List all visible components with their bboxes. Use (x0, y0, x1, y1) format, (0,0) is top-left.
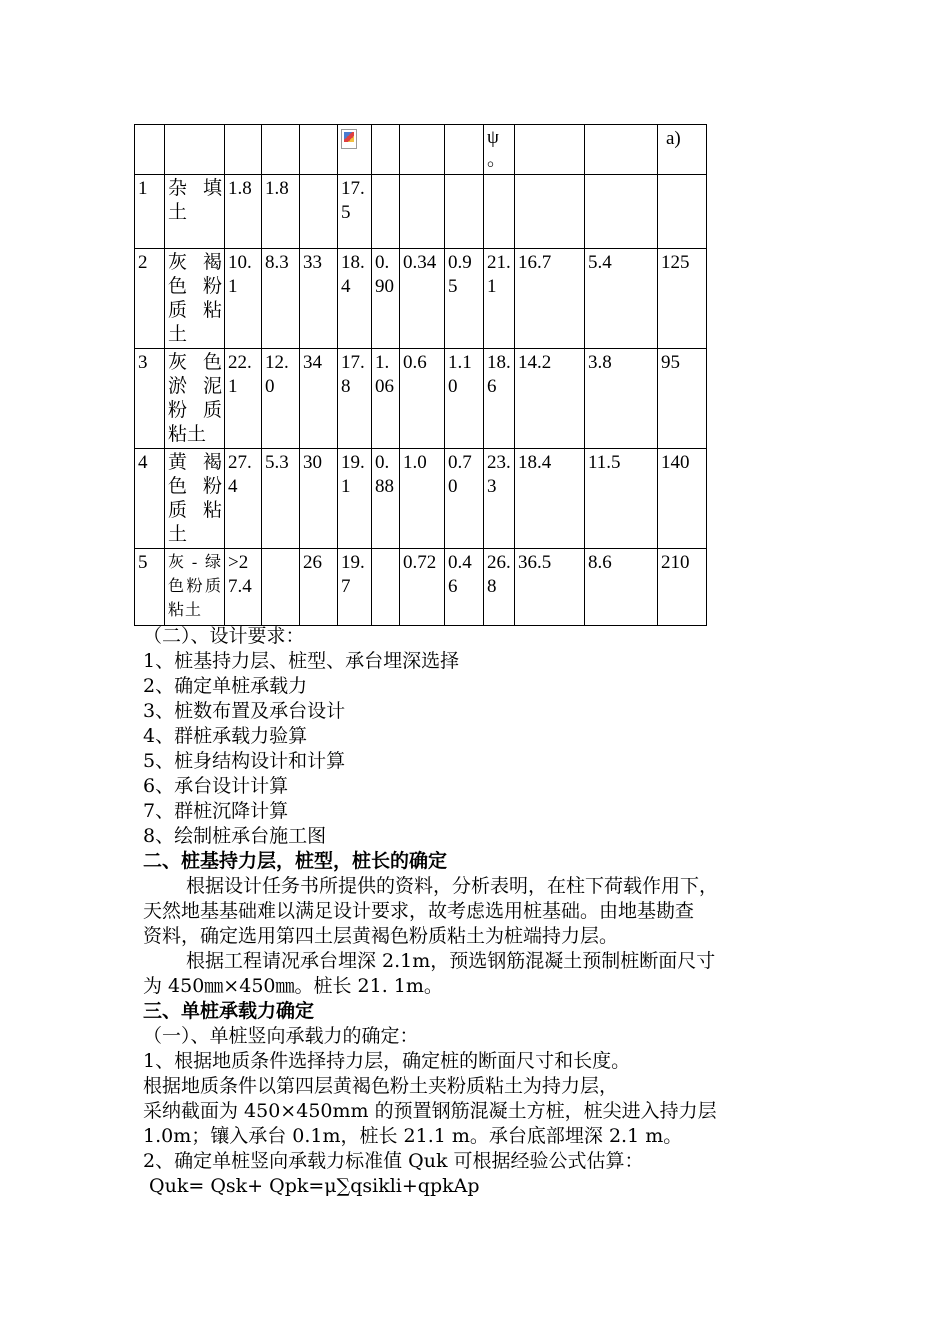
section-heading: 二、桩基持力层，桩型，桩长的确定 (143, 850, 448, 872)
table-cell: >27.4 (225, 549, 262, 626)
paragraph-line: 天然地基基础难以满足设计要求，故考虑选用桩基础。由地基勘查 (143, 900, 695, 922)
table-cell: 17.8 (338, 349, 372, 449)
list-item: 3、桩数布置及承台设计 (143, 700, 346, 722)
table-cell (585, 175, 658, 249)
table-cell: a) (658, 125, 707, 175)
table-cell: ψ 。 (484, 125, 515, 175)
table-cell: 95 (658, 349, 707, 449)
document-body (143, 624, 843, 1199)
table-cell: 12.0 (262, 349, 300, 449)
table-cell: 1.0 (400, 449, 445, 549)
table-cell: 17.5 (338, 175, 372, 249)
paragraph-line: 资料，确定选用第四土层黄褐色粉质粘土为桩端持力层。 (143, 925, 619, 947)
table-cell: 18.6 (484, 349, 515, 449)
table-row (135, 349, 707, 449)
table-cell: 8.6 (585, 549, 658, 626)
paragraph-line: 根据工程请况承台埋深 2.1m，预选钢筋混凝土预制桩断面尺寸 (186, 950, 716, 972)
table-cell: 140 (658, 449, 707, 549)
table-cell: 1.8 (262, 175, 300, 249)
formula-line: Quk= Qsk+ Qpk=μ∑qsikli+qpkAp (143, 1175, 480, 1197)
table-cell (658, 175, 707, 249)
table-cell: 灰-绿色粉质粘土 (165, 549, 225, 626)
table-cell: 16.7 (515, 249, 585, 349)
table-cell: 21.1 (484, 249, 515, 349)
table-cell: 杂填土 (165, 175, 225, 249)
table-cell (300, 125, 338, 175)
table-cell (262, 549, 300, 626)
table-cell (372, 175, 400, 249)
table-cell: 3 (135, 349, 165, 449)
table-cell: 灰色淤泥粉质粘土 (165, 349, 225, 449)
table-row (135, 549, 707, 626)
table-cell (165, 125, 225, 175)
table-cell (445, 125, 484, 175)
table-cell: 26.8 (484, 549, 515, 626)
table-cell: 210 (658, 549, 707, 626)
table-cell: 26 (300, 549, 338, 626)
table-cell: 19.1 (338, 449, 372, 549)
table-cell: 3.8 (585, 349, 658, 449)
table-cell: 5.3 (262, 449, 300, 549)
table-cell (515, 175, 585, 249)
table-cell: 5.4 (585, 249, 658, 349)
table-cell: 0.46 (445, 549, 484, 626)
table-cell: 0.88 (372, 449, 400, 549)
table-cell: 4 (135, 449, 165, 549)
table-cell: 1.06 (372, 349, 400, 449)
table-cell: 0.90 (372, 249, 400, 349)
list-item: 1、桩基持力层、桩型、承台埋深选择 (143, 650, 460, 672)
table-cell: 0.72 (400, 549, 445, 626)
table-cell: 2 (135, 249, 165, 349)
table-cell (262, 125, 300, 175)
table-cell: 27.4 (225, 449, 262, 549)
table-cell (515, 125, 585, 175)
list-item: 8、绘制桩承台施工图 (143, 825, 327, 847)
table-cell: 36.5 (515, 549, 585, 626)
section-subheading: （一）、单桩竖向承载力的确定： (143, 1025, 419, 1047)
table-cell (338, 125, 372, 175)
broken-image-icon (341, 129, 357, 149)
soil-properties-table (134, 124, 707, 626)
table-cell: 22.1 (225, 349, 262, 449)
table-cell (225, 125, 262, 175)
table-cell: 23.3 (484, 449, 515, 549)
table-cell: 14.2 (515, 349, 585, 449)
table-cell: 0.34 (400, 249, 445, 349)
table-cell: 1.8 (225, 175, 262, 249)
list-item: 7、群桩沉降计算 (143, 800, 289, 822)
table-cell (400, 175, 445, 249)
paragraph-line: 采纳截面为 450×450mm 的预置钢筋混凝土方桩，桩尖进入持力层 (143, 1100, 717, 1122)
table-cell: 125 (658, 249, 707, 349)
list-item: 4、群桩承载力验算 (143, 725, 308, 747)
list-item: 6、承台设计计算 (143, 775, 289, 797)
section-subheading: （二）、设计要求： (143, 625, 305, 647)
paragraph-line: 根据地质条件以第四层黄褐色粉土夹粉质粘土为持力层， (143, 1075, 619, 1097)
list-item: 5、桩身结构设计和计算 (143, 750, 346, 772)
table-cell: 1.10 (445, 349, 484, 449)
paragraph-line: 1.0m；镶入承台 0.1m，桩长 21.1 m。承台底部埋深 2.1 m。 (143, 1125, 683, 1147)
table-cell (585, 125, 658, 175)
table-cell (484, 175, 515, 249)
table-cell: 10.1 (225, 249, 262, 349)
table-cell: 19.7 (338, 549, 372, 626)
table-row (135, 449, 707, 549)
table-cell (372, 549, 400, 626)
table-row (135, 249, 707, 349)
table-cell: 30 (300, 449, 338, 549)
paragraph-line: 为 450㎜×450㎜。桩长 21. 1m。 (143, 975, 443, 997)
table-header-row (135, 125, 707, 175)
table-cell (372, 125, 400, 175)
table-cell (300, 175, 338, 249)
table-cell: 18.4 (338, 249, 372, 349)
paragraph-line: 根据设计任务书所提供的资料，分析表明，在柱下荷载作用下， (186, 875, 719, 897)
table-cell: 5 (135, 549, 165, 626)
table-cell: 11.5 (585, 449, 658, 549)
table-cell: 18.4 (515, 449, 585, 549)
table-row (135, 175, 707, 249)
table-cell: 33 (300, 249, 338, 349)
table-cell: 8.3 (262, 249, 300, 349)
table-cell: 0.6 (400, 349, 445, 449)
section-heading: 三、单桩承载力确定 (143, 1000, 315, 1022)
table-cell: 黄褐色粉质粘土 (165, 449, 225, 549)
table-cell: 34 (300, 349, 338, 449)
table-cell: 0.95 (445, 249, 484, 349)
table-cell: 灰褐色粉质粘土 (165, 249, 225, 349)
paragraph-line: 1、根据地质条件选择持力层，确定桩的断面尺寸和长度。 (143, 1050, 631, 1072)
paragraph-line: 2、确定单桩竖向承载力标准值 Quk 可根据经验公式估算： (143, 1150, 644, 1172)
table-cell (445, 175, 484, 249)
table-cell: 0.70 (445, 449, 484, 549)
table-cell: 1 (135, 175, 165, 249)
list-item: 2、确定单桩承载力 (143, 675, 308, 697)
table-cell (135, 125, 165, 175)
table-cell (400, 125, 445, 175)
